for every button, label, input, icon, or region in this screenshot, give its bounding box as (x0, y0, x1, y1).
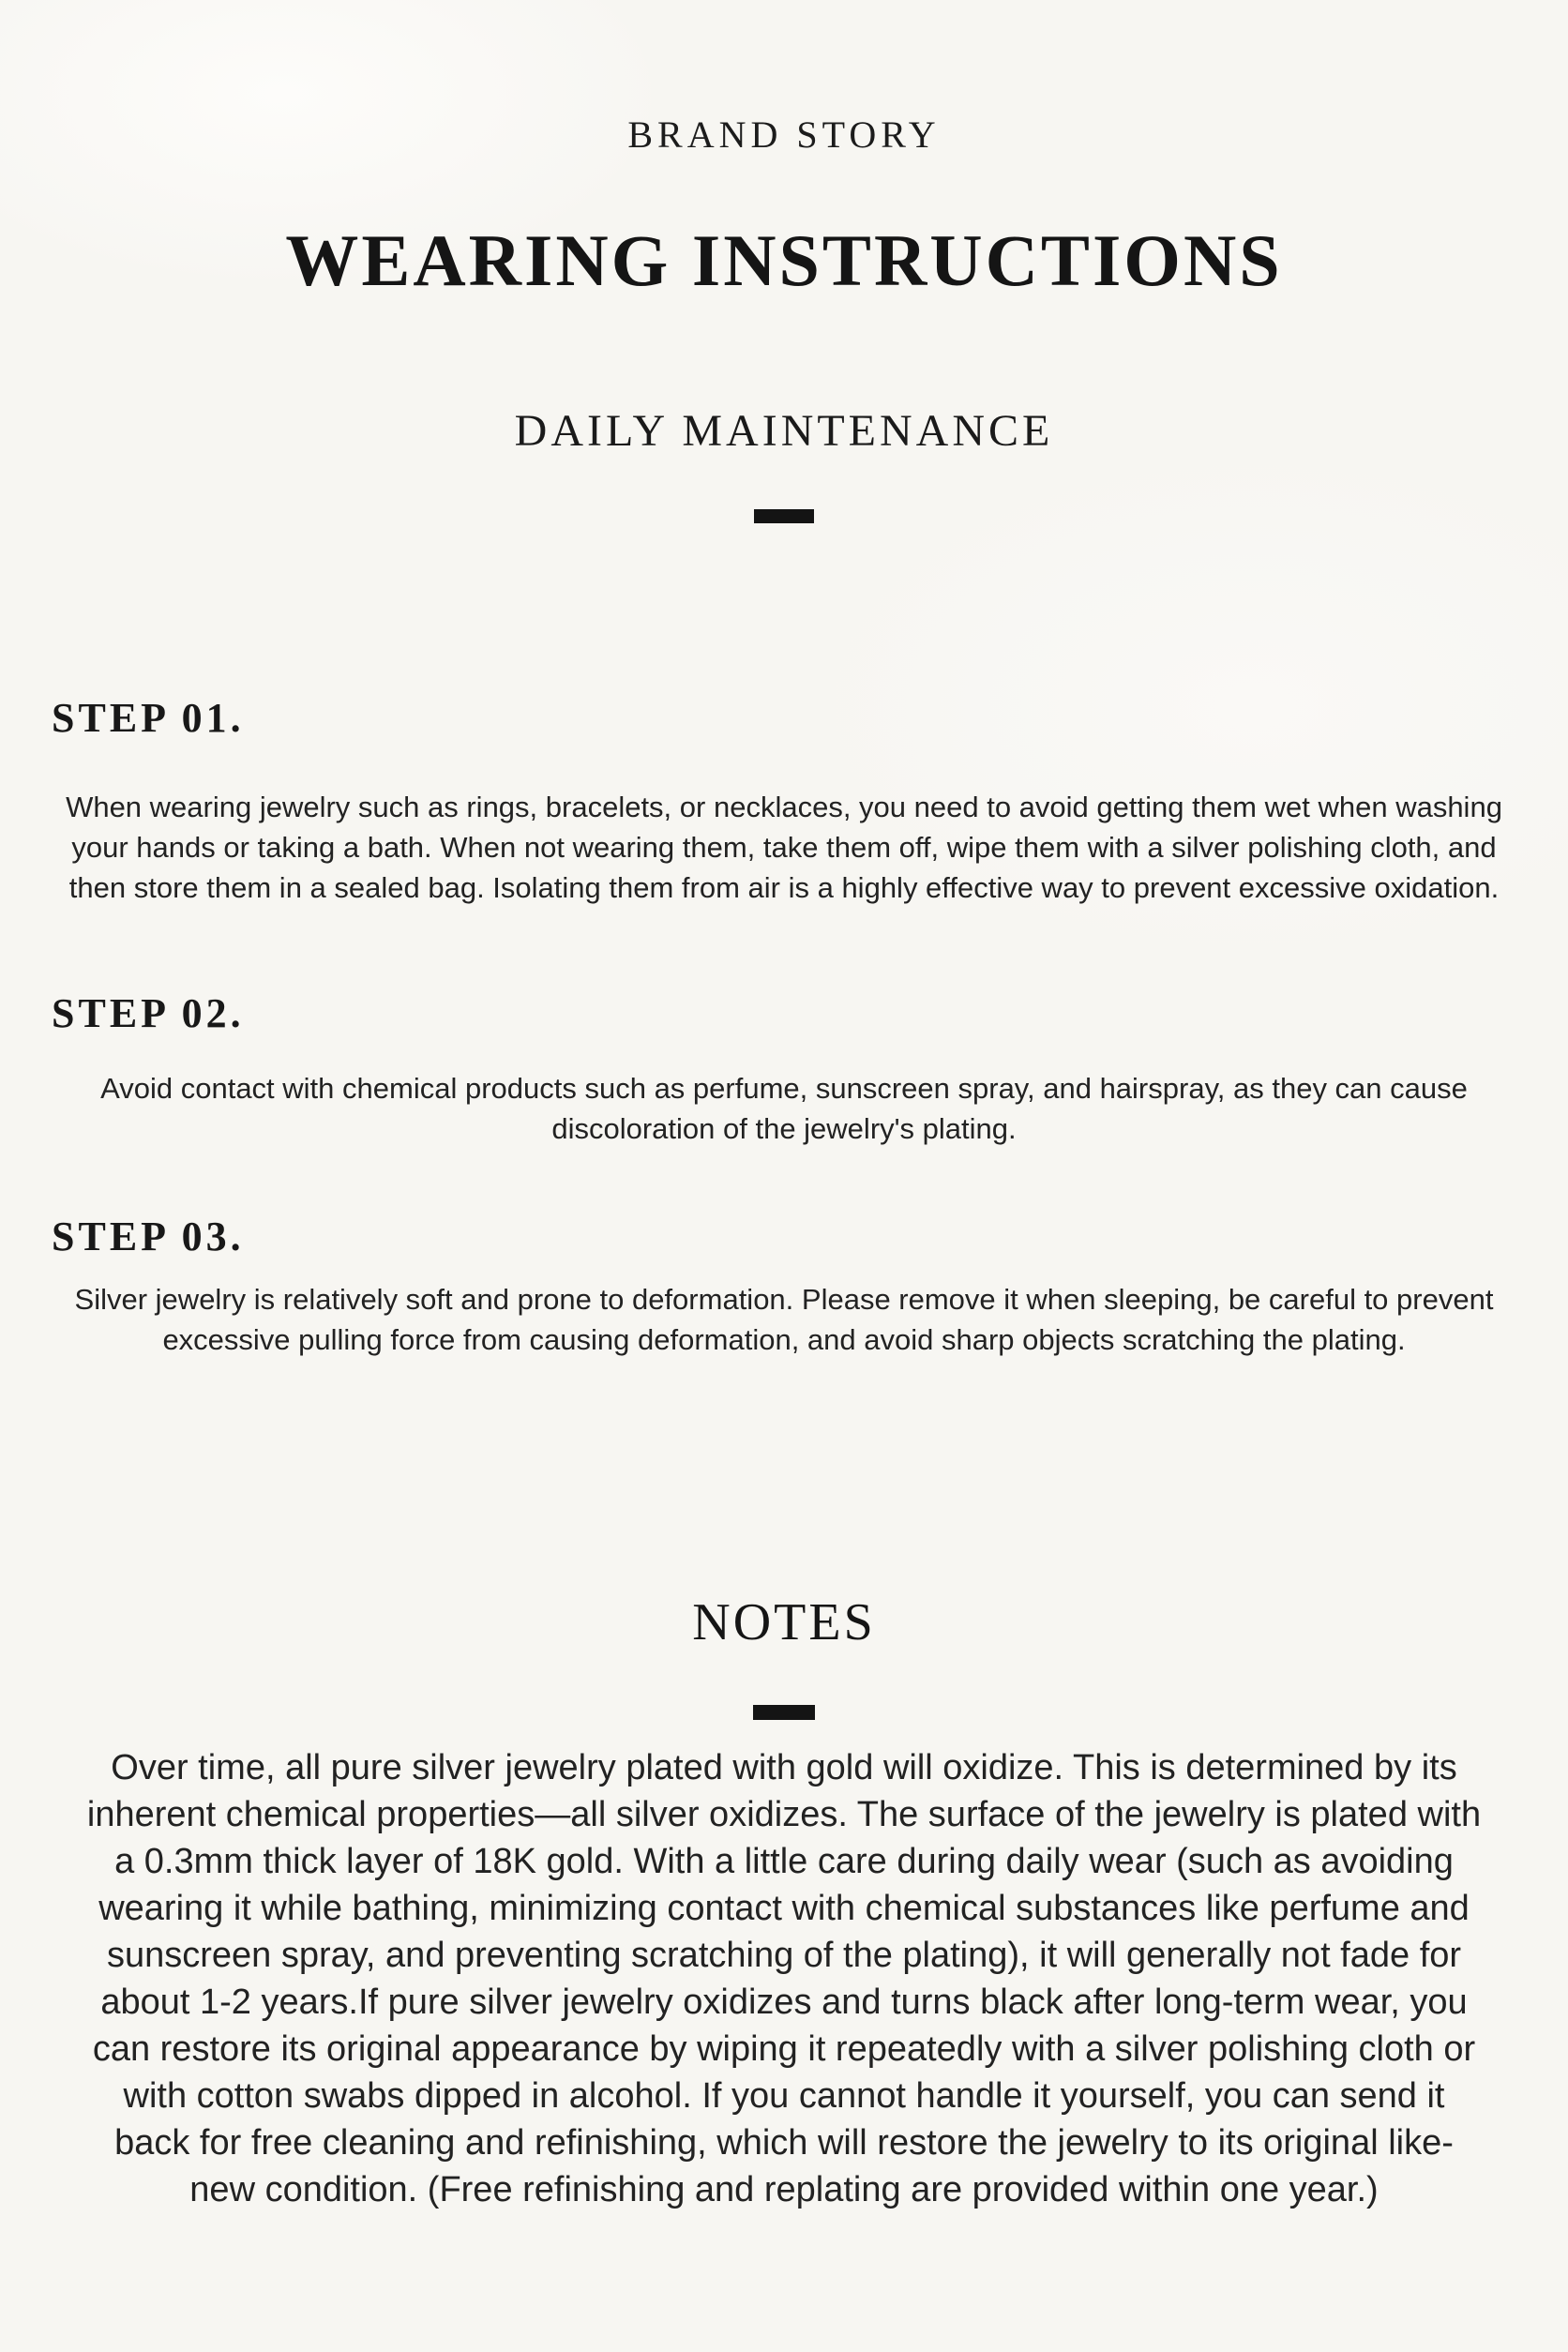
notes-text (0, 1744, 1568, 2213)
step-01-line-1: When wearing jewelry such as rings, bracelets, or necklaces, you need to avoid getting them wet when washing (66, 791, 1502, 823)
notes-line-4: wearing it while bathing, minimizing contact with chemical substances like perfume and (98, 1889, 1470, 1928)
notes-line-8: with cotton swabs dipped in alcohol. If you cannot handle it yourself, you can send it (123, 2076, 1445, 2116)
notes-line-6: about 1-2 years.If pure silver jewelry oxidizes and turns black after long-term wear, you (100, 1983, 1468, 2022)
brand-story-eyebrow: BRAND STORY (627, 113, 941, 156)
step-02-line-1: Avoid contact with chemical products such as perfume, sunscreen spray, and hairspray, as they can cause (100, 1072, 1468, 1105)
step-03-line-2: excessive pulling force from causing deformation, and avoid sharp objects scratching the plating. (162, 1323, 1406, 1356)
step-01-text (0, 787, 1568, 908)
notes-line-5: sunscreen spray, and preventing scratching of the plating), it will generally not fade for (106, 1936, 1462, 1975)
divider-dash (753, 1705, 815, 1720)
step-02-label: STEP 02. (52, 990, 245, 1036)
daily-maintenance-title: DAILY MAINTENANCE (514, 406, 1054, 456)
notes-line-2: inherent chemical properties—all silver oxidizes. The surface of the jewelry is plated with (86, 1795, 1482, 1834)
divider-dash (754, 509, 814, 523)
notes-line-3: a 0.3mm thick layer of 18K gold. With a little care during daily wear (such as avoiding (114, 1842, 1454, 1881)
notes-line-10: new condition. (Free refinishing and replating are provided within one year.) (189, 2170, 1379, 2209)
notes-title: NOTES (692, 1593, 876, 1651)
step-01-line-3: then store them in a sealed bag. Isolating them from air is a highly effective way to prevent excessive oxidation. (68, 871, 1500, 904)
step-02-line-2: discoloration of the jewelry's plating. (551, 1112, 1017, 1145)
notes-line-1: Over time, all pure silver jewelry plated with gold will oxidize. This is determined by its (111, 1748, 1457, 1787)
step-02-text (0, 1068, 1568, 1149)
step-01-line-2: your hands or taking a bath. When not wearing them, take them off, wipe them with a silver polishing cloth, and (71, 831, 1497, 864)
notes-line-7: can restore its original appearance by wiping it repeatedly with a silver polishing cloth or (92, 2029, 1476, 2069)
step-01-label: STEP 01. (52, 695, 245, 741)
page-title: WEARING INSTRUCTIONS (285, 219, 1283, 301)
notes-line-9: back for free cleaning and refinishing, which will restore the jewelry to its original like- (114, 2123, 1454, 2163)
step-03-text (0, 1279, 1568, 1360)
step-03-line-1: Silver jewelry is relatively soft and prone to deformation. Please remove it when sleeping, be careful to prevent (74, 1283, 1494, 1316)
step-03-label: STEP 03. (52, 1214, 245, 1259)
